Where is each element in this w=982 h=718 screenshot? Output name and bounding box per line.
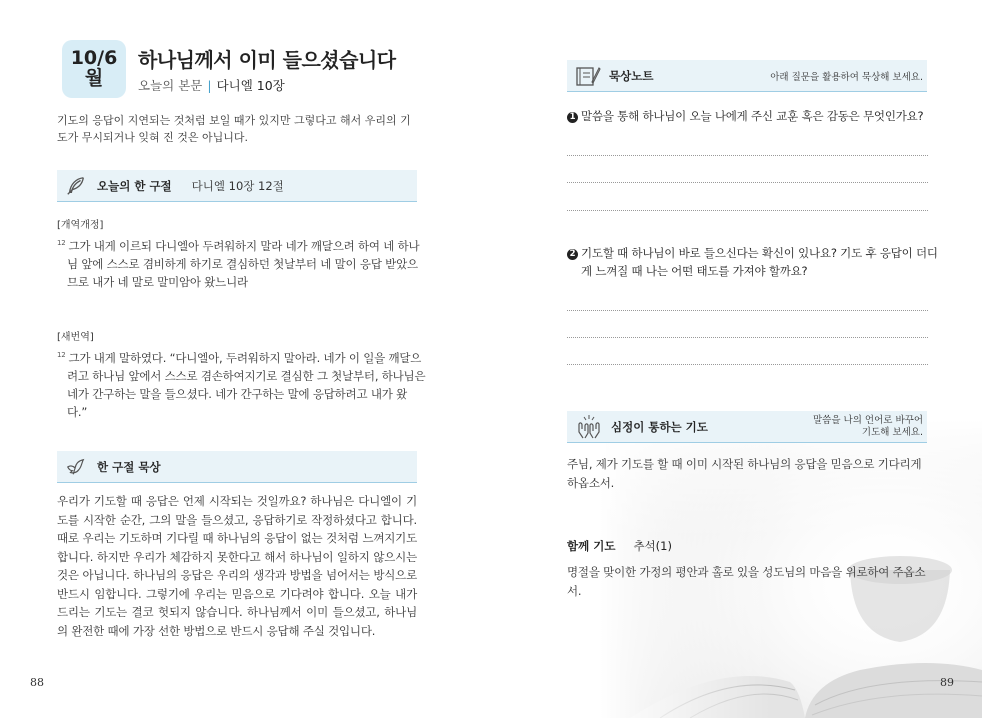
version-label: [새번역] <box>57 332 94 343</box>
prayer-hint-line-2: 기도해 보세요. <box>861 426 923 438</box>
together-prayer-label: 함께 기도 <box>567 539 616 553</box>
page-number-right: 89 <box>940 676 954 689</box>
answer-line[interactable] <box>567 310 928 311</box>
feather-pen-icon <box>65 175 87 197</box>
version-label: [개역개정] <box>57 220 104 231</box>
verse-text <box>57 346 427 421</box>
answer-line[interactable] <box>567 155 928 156</box>
praying-hands-icon <box>575 414 603 440</box>
together-prayer-text: 명절을 맞이한 가정의 평안과 홀로 있을 성도님의 마음을 위로하여 주옵소서. <box>567 565 926 598</box>
question-2 <box>567 244 943 280</box>
page-title: 하나님께서 이미 들으셨습니다 <box>138 48 396 72</box>
together-prayer-header <box>567 538 672 554</box>
verse-number: 12 <box>57 351 66 359</box>
date-badge <box>62 40 126 98</box>
verse-body: 그가 내게 이르되 다니엘아 두려워하지 말라 네가 깨달으려 하여 네 하나님 앞에 스스로 겸비하게 하기로 결심하던 첫날부터 네 말이 응답 받았으므로 내가 네 말로 말미암아 왔느니라 <box>67 238 420 289</box>
question-number: 2 <box>567 249 578 260</box>
prayer-section-header <box>567 411 927 443</box>
today-passage-label: 오늘의 본문 <box>138 78 203 93</box>
page-number-left: 88 <box>30 676 44 689</box>
answer-line[interactable] <box>567 182 928 183</box>
dove-icon <box>65 456 87 478</box>
intro-text: 기도의 응답이 지연되는 것처럼 보일 때가 있지만 그렇다고 해서 우리의 기도가 무시되거나 잊혀 진 것은 아닙니다. <box>57 114 411 144</box>
verse-number: 12 <box>57 239 66 247</box>
today-passage <box>138 76 285 94</box>
verse-body: 그가 내게 말하였다. “다니엘아, 두려워하지 말아라. 네가 이 일을 깨달으려고 하나님 앞에서 스스로 겸손하여지기로 결심한 그 첫날부터, 하나님은 네가 간구하는 말을 들으셨다. 네가 간구하는 말에 응답하려고 내가 왔다.” <box>67 350 426 419</box>
divider-bar: | <box>207 78 212 93</box>
meditation-text: 우리가 기도할 때 응답은 언제 시작되는 것일까요? 하나님은 다니엘이 기도를 시작한 순간, 그의 말을 들으셨고, 응답하기로 작정하셨다고 합니다. 때로 우리는 기도하며 기다릴 때 하나님의 응답이 없는 것처럼 느껴지기도 합니다. 하지만 우리가 체감하지 못한다고 해서 하나님이 일하지 않으시는 것은 아닙니다. 하나님의 응답은 우리의 생각과 방법을 넘어서는 방식으로 반드시 임합니다. 그렇기에 우리는 믿음으로 기다려야 합니다. 오늘 내가 드리는 기도는 결코 헛되지 않습니다. 하나님께서 이미 들으셨고, 하나님의 완전한 때에 가장 선한 방법으로 반드시 응답해 주실 것입니다. <box>57 494 417 638</box>
question-1 <box>567 107 943 125</box>
answer-line[interactable] <box>567 210 928 211</box>
meditation-section-header <box>57 451 417 483</box>
question-text: 기도할 때 하나님이 바로 들으신다는 확신이 있나요? 기도 후 응답이 더디게 느껴질 때 나는 어떤 태도를 가져야 할까요? <box>581 246 938 278</box>
note-section-header <box>567 60 927 92</box>
verse-section-ref: 다니엘 10장 12절 <box>191 178 284 193</box>
prayer-section-hint <box>813 415 923 439</box>
note-section-hint: 아래 질문을 활용하여 묵상해 보세요. <box>770 71 923 83</box>
notebook-pen-icon <box>575 65 601 87</box>
meditation-section-label: 한 구절 묵상 <box>97 459 161 474</box>
verse-text <box>57 234 427 291</box>
verse-section-label: 오늘의 한 구절 <box>97 178 172 193</box>
weekday: 월 <box>84 67 104 89</box>
together-prayer-topic: 추석(1) <box>633 539 672 553</box>
note-section-label: 묵상노트 <box>609 68 654 83</box>
question-text: 말씀을 통해 하나님이 오늘 나에게 주신 교훈 혹은 감동은 무엇인가요? <box>581 109 924 123</box>
answer-line[interactable] <box>567 364 928 365</box>
question-number: 1 <box>567 112 578 123</box>
prayer-section-label: 심정이 통하는 기도 <box>611 419 708 434</box>
prayer-hint-line-1: 말씀을 나의 언어로 바꾸어 <box>812 414 923 426</box>
prayer-text: 주님, 제가 기도를 할 때 이미 시작된 하나님의 응답을 믿음으로 기다리게 하옵소서. <box>567 457 922 490</box>
date: 10/6 <box>70 47 118 70</box>
today-passage-ref: 다니엘 10장 <box>216 78 285 93</box>
verse-section-header <box>57 170 417 202</box>
answer-line[interactable] <box>567 337 928 338</box>
